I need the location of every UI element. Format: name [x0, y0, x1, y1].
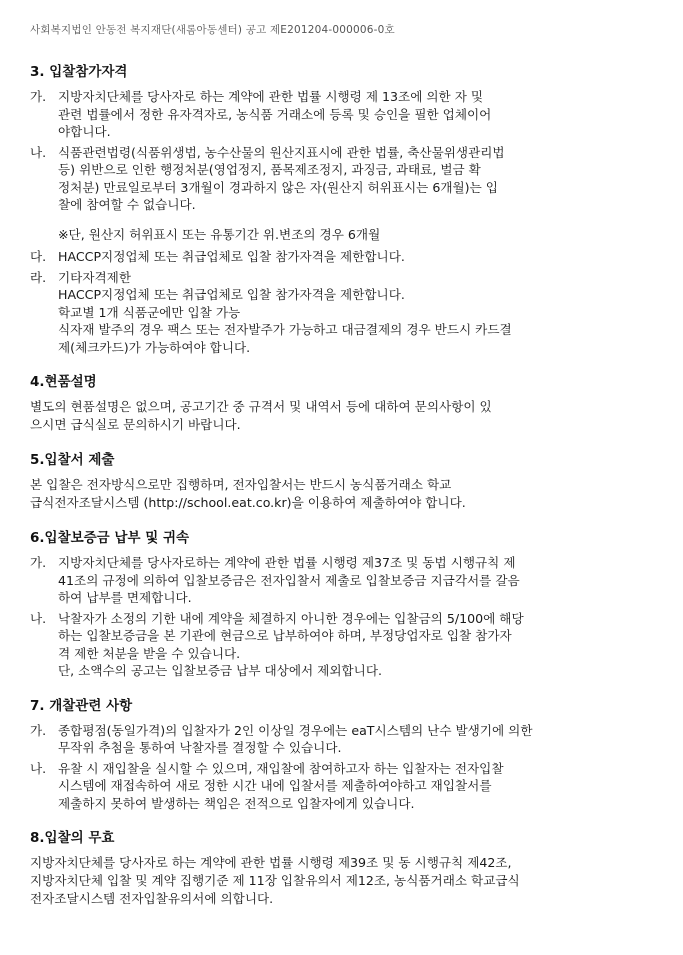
section-paragraph [30, 476, 660, 512]
list-marker: 나. [30, 144, 47, 160]
list-marker: 가. [30, 89, 47, 104]
list-item-body [58, 144, 660, 246]
list-item-body [58, 248, 660, 266]
text-line: 학교별 1개 식품군에만 입찰 가능 [58, 304, 241, 320]
section-title: 7. 개찰관련 사항 [30, 697, 133, 714]
list-item [30, 760, 660, 813]
list-item [30, 554, 660, 607]
text-line: 정처분) 만료일로부터 3개월이 경과하지 않은 자(원산지 허위표시는 6개월)는 입 [58, 179, 498, 195]
text-line: 식자재 발주의 경우 팩스 또는 전자발주가 가능하고 대금결제의 경우 반드시 카드결 [58, 322, 512, 337]
text-line: 으시면 급식실로 문의하시기 바랍니다. [30, 417, 241, 432]
text-line: 지방자치단체를 당사자로 하는 계약에 관한 법률 시행령 제39조 및 동 시행규칙 제42조, [30, 855, 512, 870]
text-line: HACCP지정업체 또는 취급업체로 입찰 참가자격을 제한합니다. [58, 287, 405, 302]
list-marker: 나. [30, 610, 47, 626]
text-line: 무작위 추첨을 통하여 낙찰자를 결정할 수 있습니다. [58, 740, 342, 755]
text-line: 제출하지 못하여 발생하는 책임은 전적으로 입찰자에게 있습니다. [58, 795, 415, 811]
list-marker: 라. [30, 269, 47, 285]
list-item [30, 269, 660, 357]
list-item [30, 88, 660, 141]
list-marker: 가. [30, 722, 47, 738]
text-line: 지방자치단체 입찰 및 계약 집행기준 제 11장 입찰유의서 제12조, 농식품거래소 학교급식 [30, 873, 520, 888]
text-line: 지방자치단체를 당사자로하는 계약에 관한 법률 시행령 제37조 및 동법 시행규칙 제 [58, 555, 516, 570]
text-line: 전자조달시스템 전자입찰유의서에 의합니다. [30, 891, 274, 906]
section-title: 6.입찰보증금 납부 및 귀속 [30, 530, 190, 546]
list-marker: 가. [30, 555, 47, 570]
text-line: 찰에 참여할 수 없습니다. [58, 197, 196, 212]
list-item-body [58, 760, 660, 813]
list-item [30, 722, 660, 757]
list-item-body [58, 269, 660, 357]
section-paragraph [30, 854, 660, 908]
section [30, 370, 660, 434]
text-line: 야합니다. [58, 124, 111, 139]
section [30, 526, 660, 680]
list-item [30, 610, 660, 680]
text-line: 기타자격제한 [58, 269, 131, 285]
text-line: 종합평점(동일가격)의 입찰자가 2인 이상일 경우에는 eaT시스템의 난수 발생기에 의한 [58, 722, 533, 738]
section-title: 5.입찰서 제출 [30, 452, 115, 468]
text-line: 급식전자조달시스템 (http://school.eat.co.kr)을 이용하여 제출하여야 합니다. [30, 495, 466, 510]
notice-number-header: 사회복지법인 안동전 복지재단(새롬아동센터) 공고 제E201204-000006-0호 [30, 24, 395, 36]
text-line: 등) 위반으로 인한 행정처분(영업정지, 품목제조정지, 과징금, 과태료, 벌금 확 [58, 162, 481, 177]
text-line: HACCP지정업체 또는 취급업체로 입찰 참가자격을 제한합니다. [58, 249, 405, 264]
section [30, 60, 660, 356]
text-line: 유찰 시 재입찰을 실시할 수 있으며, 재입찰에 참여하고자 하는 입찰자는 전자입찰 [58, 760, 504, 776]
section-paragraph [30, 398, 660, 434]
section [30, 826, 660, 908]
text-line: 지방자치단체를 당사자로 하는 계약에 관한 법률 시행령 제 13조에 의한 자 및 [58, 89, 484, 104]
list-item [30, 144, 660, 246]
list-marker: 나. [30, 760, 47, 776]
section-title: 8.입찰의 무효 [30, 830, 115, 846]
text-line: 관련 법률에서 정한 유자격자로, 농식품 거래소에 등록 및 승인을 필한 업체이어 [58, 106, 492, 122]
text-line: 제(체크카드)가 가능하여야 합니다. [58, 339, 251, 355]
section [30, 448, 660, 512]
text-line: 낙찰자가 소정의 기한 내에 계약을 체결하지 아니한 경우에는 입찰금의 5/100에 해당 [58, 610, 524, 626]
note-line: ※단, 원산지 허위표시 또는 유통기간 위.변조의 경우 6개월 [58, 226, 381, 242]
list-marker: 다. [30, 249, 47, 264]
document-body [30, 60, 660, 922]
text-line: 하는 입찰보증금을 본 기관에 현금으로 납부하여야 하며, 부정당업자로 입찰 참가자 [58, 628, 512, 643]
list-item [30, 248, 660, 266]
section-title: 3. 입찰참가자격 [30, 64, 128, 80]
text-line: 격 제한 처분을 받을 수 있습니다. [58, 645, 241, 661]
text-line: 41조의 규정에 의하여 입찰보증금은 전자입찰서 제출로 입찰보증금 지급각서를 갈음 [58, 572, 520, 588]
list-item-body [58, 610, 660, 680]
list-item-body [58, 88, 660, 141]
list-item-body [58, 722, 660, 757]
section-title: 4.현품설명 [30, 374, 97, 390]
text-line: 하여 납부를 면제합니다. [58, 590, 192, 605]
section [30, 694, 660, 813]
list-item-body [58, 554, 660, 607]
text-line: 시스템에 재접속하여 새로 정한 시간 내에 입찰서를 제출하여야하고 재입찰서를 [58, 778, 492, 793]
text-line: 식품관련법령(식품위생법, 농수산물의 원산지표시에 관한 법률, 축산물위생관리법 [58, 144, 505, 160]
text-line: 단, 소액수의 공고는 입찰보증금 납부 대상에서 제외합니다. [58, 663, 382, 678]
text-line: 본 입찰은 전자방식으로만 집행하며, 전자입찰서는 반드시 농식품거래소 학교 [30, 477, 452, 492]
text-line: 별도의 현품설명은 없으며, 공고기간 중 규격서 및 내역서 등에 대하여 문의사항이 있 [30, 399, 492, 414]
